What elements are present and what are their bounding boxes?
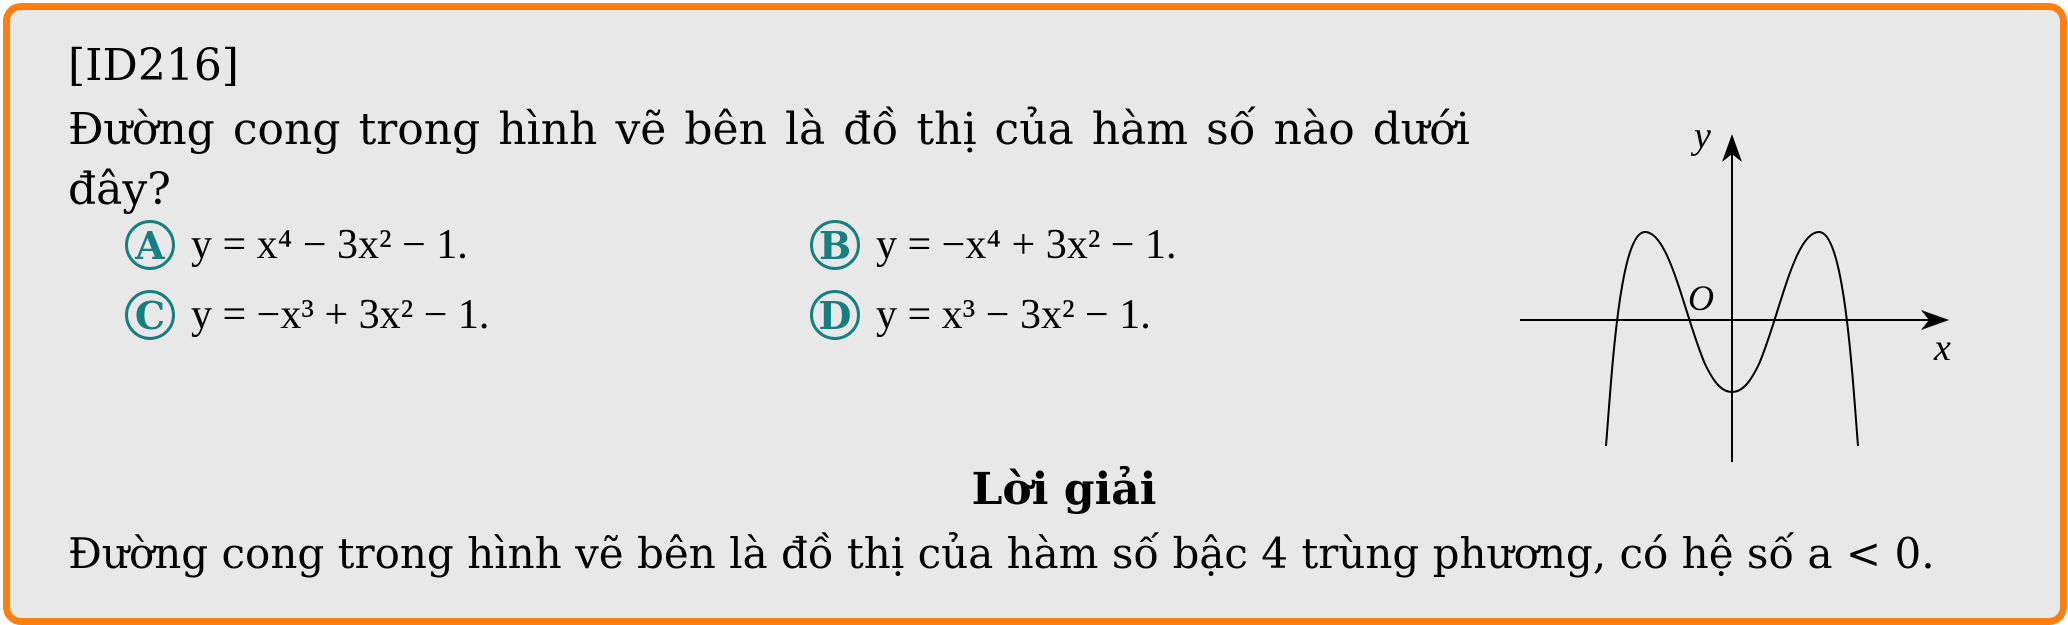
question-text-line1: Đường cong trong hình vẽ bên là đồ thị của hàm số nào dưới: [68, 104, 1470, 155]
option-a-formula: y = x⁴ − 3x² − 1.: [191, 222, 468, 268]
option-c[interactable]: [125, 290, 489, 340]
option-d-badge: D: [810, 290, 860, 340]
option-b-formula: y = −x⁴ + 3x² − 1.: [876, 222, 1177, 268]
solution-text: Đường cong trong hình vẽ bên là đồ thị của hàm số bậc 4 trùng phương, có hệ số a < 0.: [68, 529, 1935, 578]
option-c-formula: y = −x³ + 3x² − 1.: [191, 292, 490, 338]
option-d[interactable]: [810, 290, 1151, 340]
option-b[interactable]: [810, 220, 1176, 270]
option-d-formula: y = x³ − 3x² − 1.: [876, 292, 1151, 338]
x-axis-label: x: [1934, 327, 1951, 369]
y-axis-label: y: [1694, 120, 1711, 157]
question-id: [ID216]: [68, 40, 239, 91]
question-text-line2: đây?: [68, 164, 171, 215]
origin-label: O: [1688, 278, 1714, 318]
option-b-badge: B: [810, 220, 860, 270]
option-a-badge: A: [125, 220, 175, 270]
option-c-badge: C: [125, 290, 175, 340]
solution-title: Lời giải: [971, 464, 1157, 515]
option-a[interactable]: [125, 220, 468, 270]
function-graph: [1510, 120, 1960, 470]
